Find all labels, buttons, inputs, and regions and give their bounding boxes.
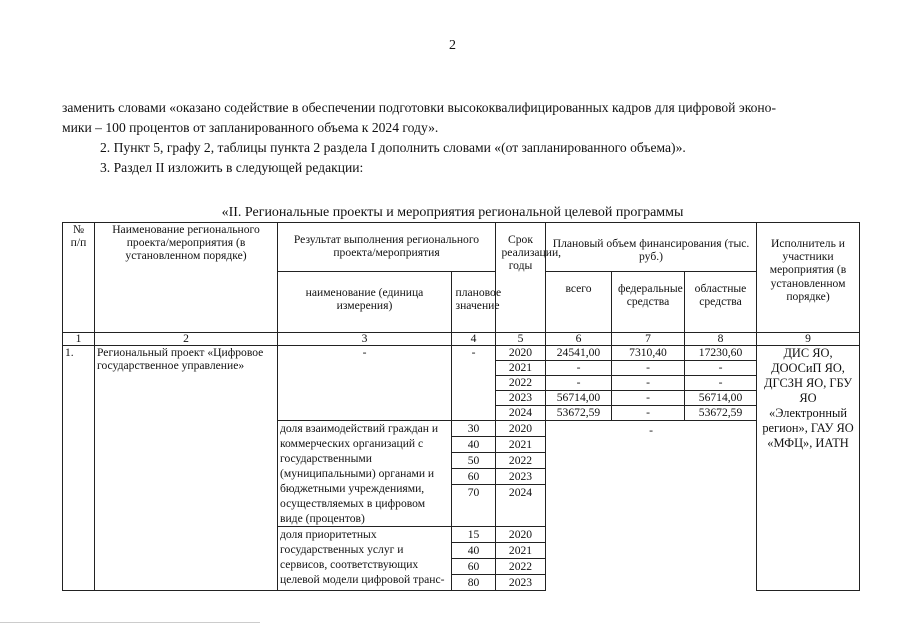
finance-federal: -: [612, 361, 685, 376]
page-edge-line: [0, 622, 260, 623]
indicator-value: 60: [452, 559, 496, 575]
finance-year: 2022: [496, 376, 546, 391]
finance-federal: -: [612, 391, 685, 406]
paragraph-line-1: заменить словами «оказано содействие в обеспечении подготовки высококвалифицированных кадров для цифровой эконо-: [62, 100, 777, 115]
col-num-4: 4: [452, 333, 496, 346]
header-name: Наименование регионального проекта/мероприятия (в установленном порядке): [95, 223, 278, 333]
paragraph-line-2: мики – 100 процентов от запланированного объема к 2024 году».: [62, 120, 439, 135]
col-num-6: 6: [546, 333, 612, 346]
finance-total: 56714,00: [546, 391, 612, 406]
finance-regional: -: [685, 376, 757, 391]
finance-total: -: [546, 376, 612, 391]
finance-regional: 17230,60: [685, 346, 757, 361]
indicator-year: 2020: [496, 421, 546, 437]
finance-federal: 7310,40: [612, 346, 685, 361]
result-value-dash: -: [452, 346, 496, 421]
indicator-name: доля взаимодействий граждан и коммерческих организаций с государственными (муниципальными) органами и бюджетными учреждениями, осуществляемых в цифровом виде (процентов): [278, 421, 452, 527]
project-num: 1.: [63, 346, 95, 591]
finance-row: [63, 346, 860, 361]
finance-federal: -: [612, 376, 685, 391]
indicator-year: 2022: [496, 453, 546, 469]
project-executor: ДИС ЯО, ДООСиП ЯО, ДГСЗН ЯО, ГБУ ЯО «Электронный регион», ГАУ ЯО «МФЦ», ИАТН: [757, 346, 860, 591]
header-fin-federal: федеральные средства: [612, 272, 685, 333]
finance-federal: -: [612, 406, 685, 421]
column-number-row: [63, 333, 860, 346]
header-fin-total: всего: [546, 272, 612, 333]
finance-empty-block: -: [546, 421, 757, 591]
finance-regional: -: [685, 361, 757, 376]
indicator-value: 15: [452, 527, 496, 543]
table-title: «II. Региональные проекты и мероприятия региональной целевой программы: [221, 205, 684, 220]
header-result-value: плановое значение: [452, 272, 496, 333]
indicator-value: 80: [452, 575, 496, 591]
indicator-value: 60: [452, 469, 496, 485]
indicator-value: 30: [452, 421, 496, 437]
header-term: Срок реализации, годы: [496, 223, 546, 333]
indicator-year: 2022: [496, 559, 546, 575]
col-num-5: 5: [496, 333, 546, 346]
paragraph-point-3: 3. Раздел II изложить в следующей редакции:: [100, 160, 364, 175]
header-result-name: наименование (единица измерения): [278, 272, 452, 333]
indicator-year: 2023: [496, 469, 546, 485]
regional-projects-table: [62, 222, 860, 591]
header-row-1: [63, 223, 860, 272]
project-name: Региональный проект «Цифровое государственное управление»: [95, 346, 278, 591]
result-name-dash: -: [278, 346, 452, 421]
header-result: Результат выполнения регионального проекта/мероприятия: [278, 223, 496, 272]
finance-regional: 56714,00: [685, 391, 757, 406]
indicator-value: 50: [452, 453, 496, 469]
indicator-year: 2021: [496, 437, 546, 453]
indicator-year: 2021: [496, 543, 546, 559]
finance-year: 2021: [496, 361, 546, 376]
col-num-1: 1: [63, 333, 95, 346]
indicator-name: доля приоритетных государственных услуг и сервисов, соответствующих целевой модели цифровой транс-: [278, 527, 452, 591]
col-num-3: 3: [278, 333, 452, 346]
header-executor: Исполнитель и участники мероприятия (в установленном порядке): [757, 223, 860, 333]
finance-regional: 53672,59: [685, 406, 757, 421]
paragraph-point-2: 2. Пункт 5, графу 2, таблицы пункта 2 раздела I дополнить словами «(от запланированного объема)».: [100, 140, 686, 155]
indicator-value: 70: [452, 485, 496, 527]
finance-total: 53672,59: [546, 406, 612, 421]
col-num-2: 2: [95, 333, 278, 346]
col-num-8: 8: [685, 333, 757, 346]
finance-year: 2023: [496, 391, 546, 406]
finance-total: 24541,00: [546, 346, 612, 361]
col-num-7: 7: [612, 333, 685, 346]
finance-total: -: [546, 361, 612, 376]
indicator-year: 2020: [496, 527, 546, 543]
page-number: 2: [449, 38, 456, 53]
indicator-value: 40: [452, 543, 496, 559]
indicator-year: 2024: [496, 485, 546, 527]
header-financing: Плановый объем финансирования (тыс. руб.): [546, 223, 757, 272]
indicator-value: 40: [452, 437, 496, 453]
col-num-9: 9: [757, 333, 860, 346]
header-fin-regional: областные средства: [685, 272, 757, 333]
finance-year: 2020: [496, 346, 546, 361]
header-num: № п/п: [63, 223, 95, 333]
indicator-year: 2023: [496, 575, 546, 591]
finance-year: 2024: [496, 406, 546, 421]
